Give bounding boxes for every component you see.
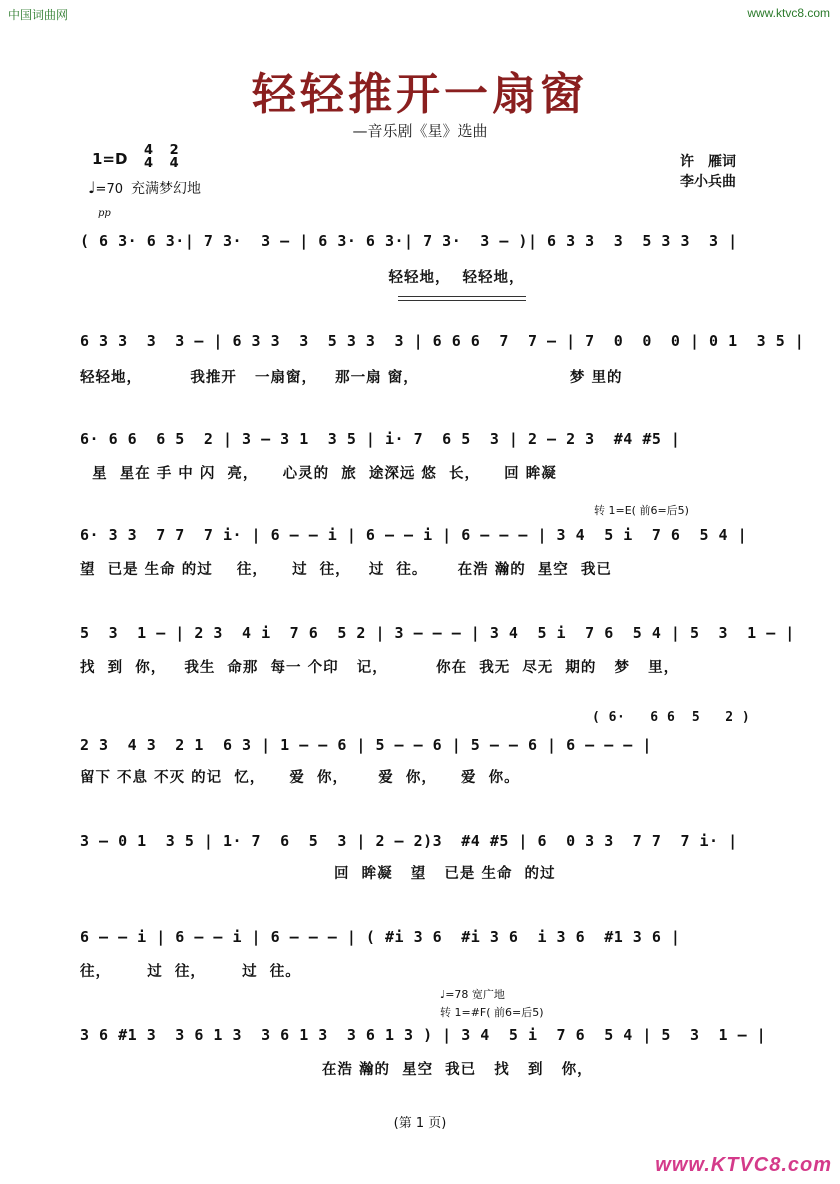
song-subtitle: —音乐剧《星》选曲 bbox=[352, 122, 488, 140]
score-row-8-lyrics: 往， 过 往， 过 往。 bbox=[80, 964, 301, 980]
score-row-6-lyrics: 留下 不息 不灭 的记 忆， 爱 你， 爱 你， 爱 你。 bbox=[80, 770, 520, 786]
score-row-4-notes: 6· 3 3 7 7 7 i· | 6 – – i | 6 – – i | 6 – – – | 3 4 5 i 7 6 5 4 | bbox=[80, 526, 748, 544]
tempo-marking-2: ♩=78 宽广地 bbox=[440, 988, 505, 1001]
dynamic-marking: pp bbox=[98, 208, 111, 219]
score-row-3-lyrics: 星 星在 手 中 闪 亮， 心灵的 旅 途深远 悠 长， 回 眸凝 bbox=[80, 466, 557, 482]
modulation-marking-2: 转 1=#F( 前6=后5) bbox=[440, 1006, 544, 1019]
composer: 李小兵曲 bbox=[680, 174, 736, 190]
quarter-note-icon: ♩ bbox=[88, 178, 96, 197]
score-row-1-notes: ( 6 3· 6 3·| 7 3· 3 – | 6 3· 6 3·| 7 3· 3 – )| 6 3 3 3 5 3 3 3 | bbox=[80, 232, 738, 250]
meter-2 bbox=[170, 144, 185, 170]
alternate-phrase: ( 6· 6 6 5 2 ) bbox=[592, 710, 751, 725]
page-number: (第 1 页) bbox=[393, 1116, 447, 1131]
score-row-8-notes: 6 – – i | 6 – – i | 6 – – – | ( #i 3 6 #i 3 6 i 3 6 #1 3 6 | bbox=[80, 928, 681, 946]
meter-1-top: 4 bbox=[144, 143, 154, 158]
key-signature: 1=D bbox=[92, 150, 128, 168]
score-row-5-lyrics: 找 到 你， 我生 命那 每一 个印 记， 你在 我无 尽无 期的 梦 里， bbox=[80, 660, 680, 676]
score-row-4-lyrics: 望 已是 生命 的过 往， 过 往， 过 往。 在浩 瀚的 星空 我已 bbox=[80, 562, 612, 578]
credits bbox=[680, 152, 736, 192]
decorative-lines bbox=[398, 296, 526, 306]
site-url-right[interactable]: www.ktvc8.com bbox=[747, 6, 830, 20]
score-row-5-notes: 5 3 1 – | 2 3 4 i 7 6 5 2 | 3 – – – | 3 4 5 i 7 6 5 4 | 5 3 1 – | bbox=[80, 624, 795, 642]
score-row-2-notes: 6 3 3 3 3 – | 6 3 3 3 5 3 3 3 | 6 6 6 7 7 – | 7 0 0 0 | 0 1 3 5 | bbox=[80, 332, 805, 350]
meter-1-bottom: 4 bbox=[144, 156, 154, 171]
meter-2-top: 2 bbox=[169, 143, 179, 158]
song-title: 轻轻推开一扇窗 bbox=[252, 69, 588, 120]
score-row-2-lyrics: 轻轻地， 我推开 一扇窗， 那一扇 窗， 梦 里的 bbox=[80, 370, 623, 386]
score-row-3-notes: 6· 6 6 6 5 2 | 3 – 3 1 3 5 | i· 7 6 5 3 | 2 – 2 3 #4 #5 | bbox=[80, 430, 681, 448]
site-name-left: 中国词曲网 bbox=[8, 8, 69, 22]
meter-1 bbox=[144, 144, 159, 170]
watermark-logo: www.KTVC8.com bbox=[655, 1154, 832, 1176]
score-row-7-lyrics: 回 眸凝 望 已是 生命 的过 bbox=[80, 866, 556, 882]
score-row-1-lyrics: 轻轻地， 轻轻地， bbox=[80, 270, 525, 286]
score-row-9-notes: 3 6 #1 3 3 6 1 3 3 6 1 3 3 6 1 3 ) | 3 4 5 i 7 6 5 4 | 5 3 1 – | bbox=[80, 1026, 767, 1044]
score-row-7-notes: 3 – 0 1 3 5 | 1· 7 6 5 3 | 2 – 2)3 #4 #5 | 6 0 3 3 7 7 7 i· | bbox=[80, 832, 738, 850]
lyricist: 许 雁词 bbox=[680, 154, 736, 170]
expression-text: 充满梦幻地 bbox=[130, 181, 201, 197]
score-row-6-notes: 2 3 4 3 2 1 6 3 | 1 – – 6 | 5 – – 6 | 5 – – 6 | 6 – – – | bbox=[80, 736, 652, 754]
tempo-value: =70 bbox=[95, 182, 123, 197]
meter-2-bottom: 4 bbox=[169, 156, 179, 171]
score-row-9-lyrics: 在浩 瀚的 星空 我已 找 到 你， bbox=[80, 1062, 593, 1078]
tempo-marking bbox=[88, 178, 201, 198]
time-signatures bbox=[144, 144, 191, 170]
modulation-marking-1: 转 1=E( 前6=后5) bbox=[594, 504, 689, 517]
